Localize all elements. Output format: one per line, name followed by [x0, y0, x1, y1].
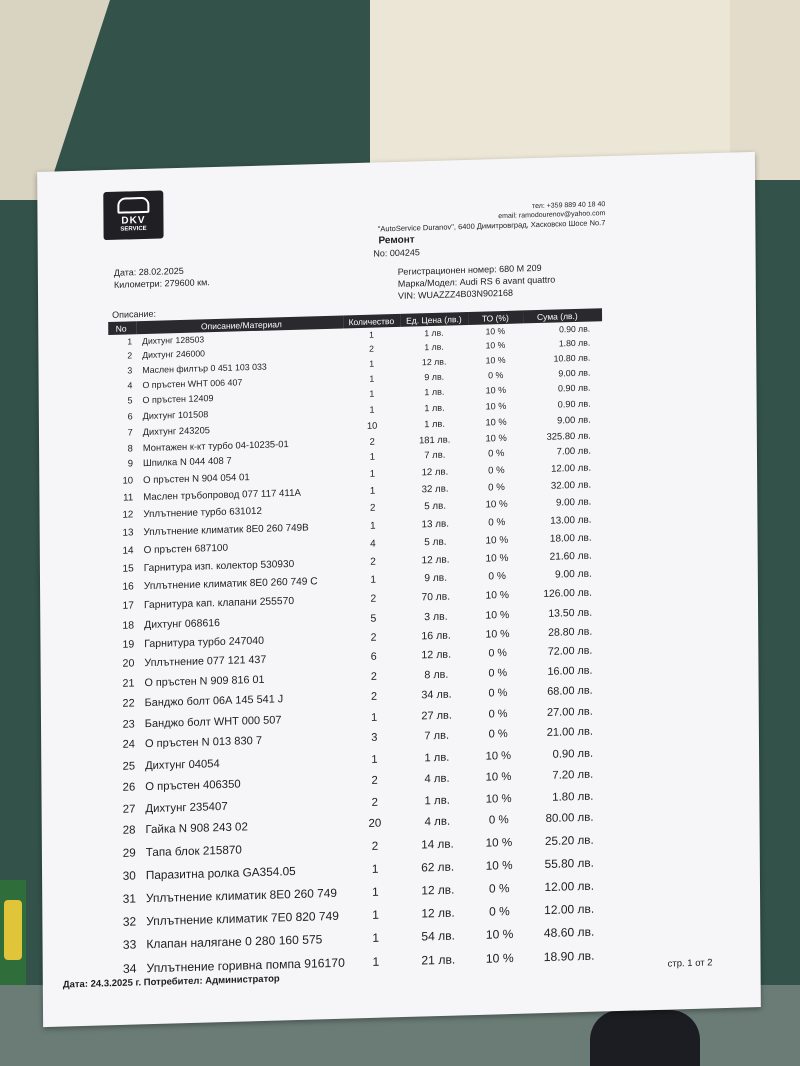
row-description: О пръстен 687100 — [143, 542, 229, 556]
background-tile — [370, 0, 760, 165]
row-discount: 10 % — [485, 326, 506, 337]
row-quantity: 2 — [369, 344, 375, 355]
row-unit-price: 34 лв. — [421, 688, 452, 702]
row-no: 29 — [122, 846, 136, 860]
row-quantity: 1 — [369, 329, 374, 340]
row-quantity: 2 — [371, 839, 379, 854]
row-unit-price: 3 лв. — [424, 610, 448, 623]
row-sum: 21.60 лв. — [549, 550, 592, 563]
row-quantity: 2 — [369, 435, 375, 447]
row-no: 28 — [122, 824, 136, 838]
background-object — [0, 880, 26, 990]
row-quantity: 1 — [372, 954, 380, 969]
registration-number: Регистрационен номер: 680 М 209 — [397, 262, 542, 277]
row-sum: 10.80 лв. — [553, 352, 591, 364]
row-description: Уплътнение турбо 631012 — [143, 506, 262, 521]
row-discount: 10 % — [485, 608, 510, 622]
row-sum: 13.50 лв. — [548, 606, 593, 620]
row-unit-price: 12 лв. — [421, 356, 447, 368]
row-no: 3 — [127, 365, 133, 376]
row-sum: 9.00 лв. — [558, 367, 591, 379]
row-description: Уплътнение горивна помпа 916170 — [146, 955, 345, 976]
row-discount: 10 % — [485, 950, 514, 966]
row-description: Монтажен к-кт турбо 04-10235-01 — [142, 438, 289, 454]
row-unit-price: 32 лв. — [421, 483, 449, 496]
row-description: Банджо болт 06А 145 541 J — [144, 693, 284, 710]
row-no: 19 — [122, 638, 135, 651]
row-unit-price: 7 лв. — [424, 730, 450, 743]
row-unit-price: 21 лв. — [421, 952, 456, 968]
row-quantity: 1 — [372, 930, 380, 946]
row-description: Дихтунг 235407 — [145, 800, 228, 815]
row-no: 4 — [127, 380, 133, 391]
row-quantity: 2 — [371, 796, 378, 809]
row-unit-price: 7 лв. — [424, 450, 446, 462]
row-sum: 12.00 лв. — [544, 901, 595, 917]
vehicle-vin: VIN: WUAZZZ4B03N902168 — [397, 287, 513, 301]
row-sum: 18.90 лв. — [543, 948, 595, 964]
row-no: 2 — [127, 350, 133, 361]
row-sum: 72.00 лв. — [547, 644, 593, 659]
row-sum: 325.80 лв. — [546, 429, 591, 442]
row-quantity: 1 — [371, 861, 379, 876]
row-quantity: 1 — [369, 373, 375, 384]
row-sum: 18.00 лв. — [549, 532, 592, 545]
row-unit-price: 12 лв. — [421, 905, 455, 921]
row-description: О пръстен WHT 006 407 — [142, 377, 243, 391]
row-no: 32 — [122, 914, 137, 929]
header-sum: Сума (лв.) — [523, 308, 602, 323]
row-description: Клапан налягане 0 280 160 575 — [146, 932, 323, 952]
header-description: Описание/Материал — [136, 315, 343, 334]
row-sum: 12.00 лв. — [544, 878, 595, 894]
row-no: 14 — [122, 545, 134, 557]
document-meta-left — [114, 264, 210, 291]
mileage: Километри: 279600 км. — [113, 277, 210, 290]
row-description: Дихтунг 04054 — [145, 757, 220, 772]
repair-document — [37, 152, 761, 1027]
row-description: Дихтунг 128503 — [142, 334, 205, 347]
row-discount: 10 % — [485, 927, 514, 942]
row-no: 17 — [122, 600, 135, 612]
row-discount: 0 % — [488, 880, 510, 896]
row-unit-price: 27 лв. — [421, 709, 452, 723]
row-description: Гарнитура турбо 247040 — [144, 634, 265, 650]
row-no: 15 — [122, 563, 134, 575]
row-sum: 0.90 лв. — [557, 382, 591, 394]
contact-address: "AutoService Duranov", 6400 Димитровград, Хасковско Шосе No.7 — [377, 218, 606, 234]
row-unit-price: 1 лв. — [424, 418, 445, 429]
logo-sub: SERVICE — [120, 225, 147, 233]
row-no: 25 — [122, 759, 136, 773]
row-description: Маслен филтър 0 451 103 033 — [142, 361, 267, 376]
row-description: О пръстен 12409 — [142, 393, 214, 406]
row-unit-price: 12 лв. — [421, 882, 455, 898]
row-no: 1 — [127, 336, 133, 347]
row-unit-price: 54 лв. — [421, 928, 456, 944]
row-sum: 7.00 лв. — [556, 446, 592, 459]
row-discount: 10 % — [485, 499, 508, 511]
row-no: 18 — [122, 618, 135, 632]
row-quantity: 1 — [369, 452, 376, 464]
row-quantity: 1 — [371, 884, 379, 899]
header-quantity: Количество — [343, 314, 400, 329]
header-discount: ТО (%) — [468, 310, 523, 325]
row-sum: 7.20 лв. — [552, 768, 594, 782]
row-unit-price: 1 лв. — [424, 342, 444, 353]
row-description: Тапа блок 215870 — [145, 843, 242, 860]
row-sum: 32.00 лв. — [550, 479, 592, 492]
row-no: 9 — [127, 458, 134, 471]
contact-phone: тел: +359 889 40 18 40 — [531, 201, 606, 211]
row-unit-price: 9 лв. — [424, 371, 445, 383]
row-quantity: 1 — [372, 907, 379, 922]
row-description: Уплътнение климатик 8Е0 260 749 С — [143, 576, 318, 593]
row-sum: 21.00 лв. — [546, 726, 593, 740]
row-no: 7 — [127, 426, 133, 438]
row-sum: 48.60 лв. — [543, 924, 595, 941]
row-description: О пръстен N 013 830 7 — [144, 735, 263, 751]
row-discount: 10 % — [485, 552, 509, 565]
row-description: Уплътнение климатик 8Е0 260 749В — [143, 522, 309, 538]
row-discount: 10 % — [485, 627, 510, 641]
row-quantity: 3 — [371, 732, 378, 745]
row-unit-price: 62 лв. — [421, 859, 455, 875]
company-logo — [103, 190, 163, 240]
row-quantity: 2 — [370, 690, 378, 704]
row-discount: 10 % — [485, 749, 512, 763]
row-discount: 0 % — [488, 370, 504, 381]
row-description: Дихтунг 246000 — [142, 348, 206, 361]
row-discount: 0 % — [488, 571, 506, 583]
row-quantity: 1 — [369, 358, 375, 369]
row-quantity: 2 — [370, 631, 377, 644]
document-title: Ремонт — [378, 234, 415, 247]
row-quantity: 1 — [369, 388, 375, 400]
row-discount: 10 % — [485, 589, 510, 602]
row-description: Дихтунг 068616 — [144, 616, 220, 631]
row-unit-price: 1 лв. — [424, 386, 445, 398]
row-sum: 16.00 лв. — [547, 664, 593, 679]
row-no: 6 — [127, 411, 133, 422]
row-quantity: 2 — [370, 556, 376, 568]
row-unit-price: 16 лв. — [421, 629, 451, 643]
company-contact — [378, 200, 606, 233]
row-discount: 0 % — [488, 516, 506, 529]
row-quantity: 2 — [371, 774, 378, 787]
row-unit-price: 1 лв. — [424, 402, 445, 414]
row-unit-price: 1 лв. — [424, 327, 444, 339]
row-discount: 10 % — [485, 792, 512, 806]
row-discount: 0 % — [488, 448, 505, 460]
description-label: Описание: — [112, 308, 157, 320]
row-no: 12 — [122, 509, 134, 522]
row-sum: 9.00 лв. — [554, 568, 592, 581]
row-quantity: 1 — [371, 753, 378, 766]
row-description: О пръстен N 904 054 01 — [143, 472, 250, 487]
row-no: 8 — [127, 442, 133, 454]
row-quantity: 1 — [371, 711, 378, 724]
row-sum: 9.00 лв. — [555, 496, 592, 509]
row-description: Шпилка N 044 408 7 — [142, 456, 232, 470]
row-no: 11 — [123, 492, 134, 504]
row-discount: 10 % — [485, 858, 513, 873]
row-discount: 0 % — [488, 687, 508, 700]
row-description: О пръстен 406350 — [145, 778, 241, 794]
row-no: 13 — [122, 527, 134, 539]
row-discount: 10 % — [485, 385, 507, 396]
background-shoe — [590, 1010, 700, 1066]
row-discount: 10 % — [485, 416, 507, 428]
page-number: стр. 1 от 2 — [667, 957, 713, 970]
row-sum: 9.00 лв. — [557, 414, 591, 426]
header-no: No — [108, 321, 136, 335]
row-sum: 12.00 лв. — [551, 462, 592, 475]
row-quantity: 1 — [369, 468, 376, 480]
row-description: Гарнитура кап. клапани 255570 — [143, 595, 295, 612]
row-description: Уплътнение климатик 8Е0 260 749 — [145, 885, 338, 906]
row-sum: 13.00 лв. — [550, 514, 592, 527]
row-unit-price: 1 лв. — [424, 794, 450, 807]
row-quantity: 2 — [369, 502, 376, 515]
footer-user-date: Дата: 24.3.2025 г. Потребител: Администратор — [62, 973, 280, 991]
row-discount: 10 % — [485, 770, 512, 784]
document-date: Дата: 28.02.2025 — [113, 265, 184, 278]
row-sum: 126.00 лв. — [543, 587, 593, 601]
row-quantity: 1 — [369, 485, 376, 497]
row-quantity: 2 — [370, 670, 377, 683]
row-sum: 1.80 лв. — [558, 338, 591, 349]
row-sum: 55.80 лв. — [544, 855, 594, 872]
row-no: 23 — [122, 718, 135, 731]
row-no: 10 — [122, 475, 134, 487]
row-discount: 10 % — [485, 534, 509, 547]
row-unit-price: 181 лв. — [419, 433, 451, 446]
row-discount: 10 % — [485, 340, 506, 351]
car-icon — [117, 197, 149, 214]
row-sum: 28.80 лв. — [548, 625, 593, 639]
row-sum: 0.90 лв. — [552, 747, 594, 761]
row-no: 34 — [122, 961, 137, 976]
row-discount: 0 % — [488, 667, 508, 680]
row-discount: 0 % — [488, 465, 505, 477]
table-body — [108, 321, 606, 981]
document-number: No: 004245 — [373, 247, 420, 259]
row-sum: 80.00 лв. — [545, 812, 594, 826]
row-no: 16 — [122, 581, 134, 594]
row-quantity: 20 — [368, 818, 382, 831]
row-unit-price: 8 лв. — [424, 668, 449, 682]
row-discount: 10 % — [485, 432, 507, 444]
row-unit-price: 1 лв. — [424, 751, 450, 764]
row-quantity: 2 — [370, 593, 377, 605]
row-discount: 0 % — [488, 814, 509, 828]
row-description: Маслен тръбопровод 077 117 411А — [143, 487, 301, 504]
row-discount: 0 % — [488, 707, 508, 721]
row-no: 24 — [122, 738, 135, 752]
row-unit-price: 14 лв. — [421, 837, 454, 852]
row-sum: 68.00 лв. — [547, 684, 593, 699]
row-unit-price: 5 лв. — [424, 536, 447, 548]
row-description: Паразитна ролка GA354.05 — [145, 864, 296, 883]
row-description: Гарнитура изп. колектор 530930 — [143, 558, 295, 574]
row-unit-price: 9 лв. — [424, 572, 448, 585]
vehicle-make-model: Марка/Модел: Audi RS 6 avant quattro — [397, 274, 556, 289]
row-unit-price: 4 лв. — [424, 816, 451, 829]
contact-email: email: ramodourenov@yahoo.com — [498, 210, 606, 221]
row-quantity: 1 — [370, 520, 376, 532]
row-no: 30 — [122, 868, 136, 883]
header-unit-price: Ед. Цена (лв.) — [400, 312, 468, 327]
row-unit-price: 5 лв. — [424, 500, 447, 513]
row-quantity: 4 — [370, 538, 376, 550]
row-discount: 10 % — [485, 836, 513, 850]
row-no: 33 — [122, 937, 137, 953]
row-sum: 0.90 лв. — [557, 398, 591, 410]
row-discount: 0 % — [489, 903, 510, 919]
row-sum: 1.80 лв. — [552, 790, 594, 804]
row-sum: 27.00 лв. — [546, 705, 593, 719]
row-no: 5 — [127, 395, 133, 406]
row-unit-price: 12 лв. — [421, 466, 449, 479]
items-table — [108, 308, 606, 981]
row-description: Банджо болт WHT 000 507 — [144, 714, 282, 730]
row-discount: 10 % — [485, 355, 506, 366]
row-unit-price: 4 лв. — [424, 772, 450, 786]
vehicle-info — [398, 262, 556, 302]
row-no: 26 — [122, 781, 136, 794]
row-quantity: 6 — [370, 650, 377, 664]
row-sum: 25.20 лв. — [544, 833, 594, 849]
row-discount: 0 % — [488, 482, 505, 494]
row-unit-price: 12 лв. — [421, 554, 450, 567]
row-no: 21 — [122, 677, 135, 690]
row-unit-price: 12 лв. — [421, 648, 452, 662]
logo-brand: DKV — [121, 214, 146, 227]
row-no: 22 — [122, 697, 135, 711]
row-unit-price: 70 лв. — [421, 591, 451, 604]
row-quantity: 5 — [370, 612, 377, 625]
row-description: О пръстен N 909 816 01 — [144, 673, 265, 690]
row-unit-price: 13 лв. — [421, 518, 450, 531]
row-no: 20 — [122, 657, 135, 671]
row-quantity: 1 — [369, 404, 375, 415]
row-no: 27 — [122, 802, 136, 816]
row-quantity: 1 — [370, 574, 377, 587]
row-quantity: 10 — [366, 420, 378, 431]
row-description: Уплътнение климатик 7Е0 820 749 — [146, 908, 339, 929]
row-discount: 10 % — [485, 400, 507, 412]
row-description: Дихтунг 243205 — [142, 424, 210, 437]
row-sum: 0.90 лв. — [559, 323, 591, 335]
row-discount: 0 % — [488, 728, 508, 742]
row-discount: 0 % — [488, 647, 507, 660]
row-description: Уплътнение 077 121 437 — [144, 654, 267, 670]
row-description: Дихтунг 101508 — [142, 409, 209, 421]
row-description: Гайка N 908 243 02 — [145, 821, 248, 837]
row-no: 31 — [122, 891, 137, 906]
